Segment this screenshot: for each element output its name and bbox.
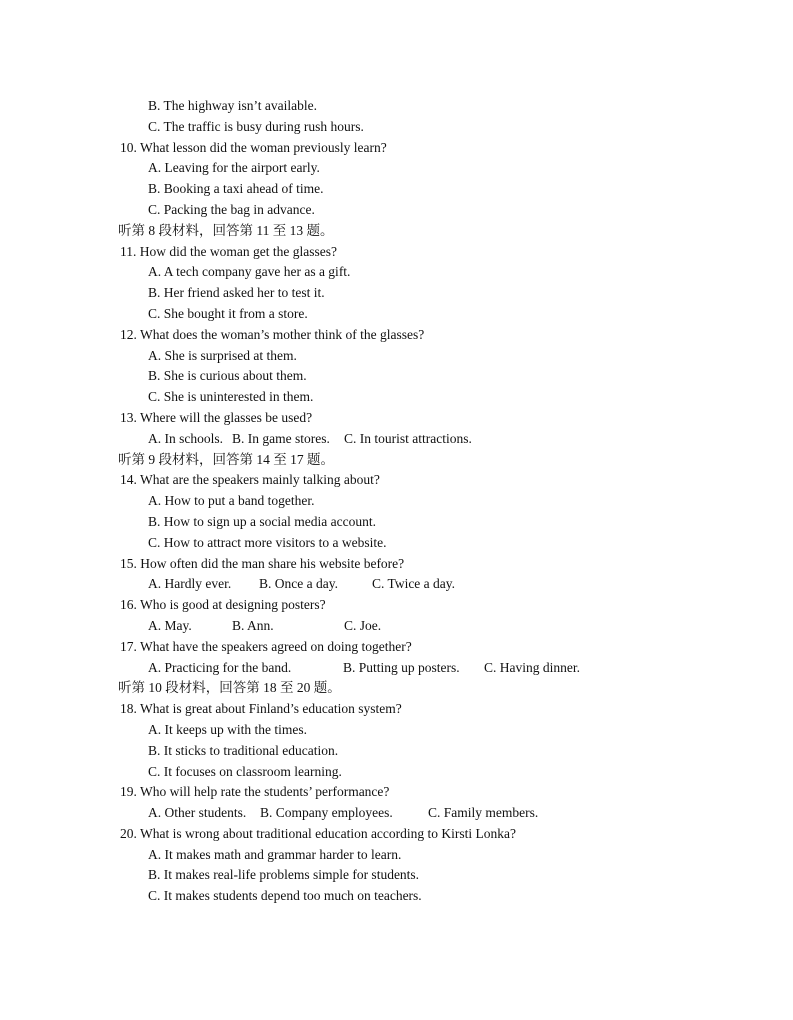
option-line: A. It makes math and grammar harder to learn. — [148, 846, 402, 862]
option-line: C. The traffic is busy during rush hours. — [148, 118, 364, 134]
option-b: B. Putting up posters. — [343, 659, 460, 675]
question-16: 16. Who is good at designing posters? — [120, 597, 326, 613]
section-header: 听第 9 段材料，回答第 14 至 17 题。 — [118, 451, 334, 467]
option-line: A. How to put a band together. — [148, 493, 315, 509]
option-row — [0, 803, 793, 824]
section-header: 听第 10 段材料，回答第 18 至 20 题。 — [118, 680, 341, 696]
option-line: A. She is surprised at them. — [148, 347, 297, 363]
option-line: C. How to attract more visitors to a website. — [148, 534, 387, 550]
question-19: 19. Who will help rate the students’ performance? — [120, 784, 390, 800]
section-header: 听第 8 段材料，回答第 11 至 13 题。 — [118, 222, 334, 238]
option-a: A. May. — [148, 617, 192, 633]
option-c: C. Family members. — [428, 805, 539, 821]
option-a: A. In schools. — [148, 430, 223, 446]
option-line: C. It focuses on classroom learning. — [148, 763, 342, 779]
option-b: B. Company employees. — [260, 805, 393, 821]
option-a: A. Other students. — [148, 805, 247, 821]
option-line: B. It sticks to traditional education. — [148, 742, 339, 758]
question-13: 13. Where will the glasses be used? — [120, 409, 313, 425]
option-line: B. How to sign up a social media account. — [148, 513, 376, 529]
question-20: 20. What is wrong about traditional education according to Kirsti Lonka? — [120, 825, 517, 841]
option-line: A. Leaving for the airport early. — [148, 160, 320, 176]
option-line: B. The highway isn’t available. — [148, 98, 317, 113]
option-c: C. In tourist attractions. — [344, 430, 472, 446]
option-row — [0, 574, 793, 595]
option-line: B. It makes real-life problems simple for students. — [148, 867, 420, 883]
option-line: B. She is curious about them. — [148, 368, 307, 384]
option-a: A. Practicing for the band. — [148, 659, 292, 675]
option-line: A. A tech company gave her as a gift. — [148, 264, 351, 280]
option-c: C. Twice a day. — [372, 576, 456, 592]
option-line: B. Booking a taxi ahead of time. — [148, 181, 324, 197]
question-10: 10. What lesson did the woman previously learn? — [120, 139, 387, 155]
question-15: 15. How often did the man share his website before? — [120, 555, 405, 571]
option-row — [0, 429, 793, 450]
question-14: 14. What are the speakers mainly talking about? — [120, 472, 380, 488]
option-line: A. It keeps up with the times. — [148, 721, 307, 737]
option-a: A. Hardly ever. — [148, 576, 232, 592]
option-line: C. She is uninterested in them. — [148, 389, 314, 405]
option-b: B. Ann. — [232, 617, 274, 633]
option-b: B. In game stores. — [232, 430, 330, 446]
exam-page — [0, 96, 793, 907]
option-b: B. Once a day. — [259, 576, 338, 592]
question-17: 17. What have the speakers agreed on doing together? — [120, 638, 412, 654]
option-row — [0, 616, 793, 637]
question-11: 11. How did the woman get the glasses? — [120, 243, 337, 259]
question-18: 18. What is great about Finland’s education system? — [120, 701, 402, 717]
option-c: C. Joe. — [344, 617, 382, 633]
option-c: C. Having dinner. — [484, 659, 580, 675]
option-line: C. It makes students depend too much on teachers. — [148, 888, 422, 904]
option-row — [0, 658, 793, 679]
option-line: C. She bought it from a store. — [148, 305, 308, 321]
question-12: 12. What does the woman’s mother think of the glasses? — [120, 326, 425, 342]
option-line: C. Packing the bag in advance. — [148, 201, 315, 217]
option-line: B. Her friend asked her to test it. — [148, 285, 325, 301]
